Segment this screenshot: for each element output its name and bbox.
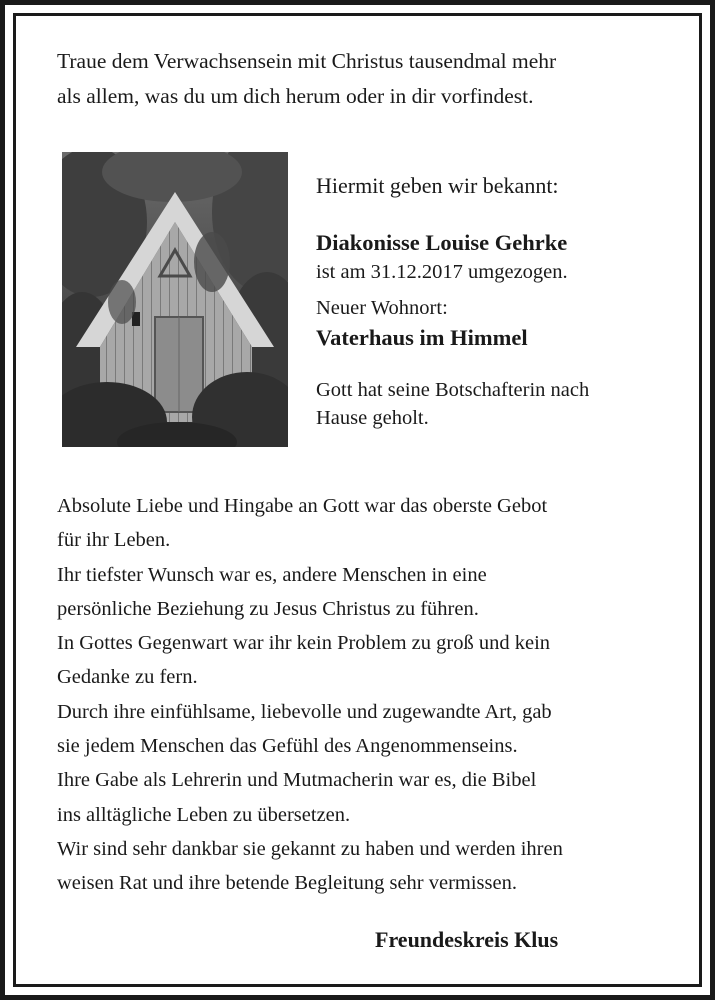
- tribute-line: persönliche Beziehung zu Jesus Christus zu führen.: [57, 597, 479, 620]
- tribute-line: Wir sind sehr dankbar sie gekannt zu haben und werden ihren: [57, 837, 563, 860]
- new-residence-label: Neuer Wohnort:: [316, 297, 448, 319]
- tribute-text: [57, 489, 687, 901]
- tribute-line: für ihr Leben.: [57, 529, 171, 552]
- moved-date-line: ist am 31.12.2017 umgezogen.: [316, 261, 568, 283]
- tribute-line: weisen Rat und ihre betende Begleitung sehr vermissen.: [57, 872, 517, 895]
- closing-line: Gott hat seine Botschafterin nach: [316, 379, 590, 401]
- announcement-intro: Hiermit geben wir bekannt:: [316, 173, 559, 198]
- tribute-line: Durch ihre einfühlsame, liebevolle und zugewandte Art, gab: [57, 700, 552, 723]
- tribute-line: ins alltägliche Leben zu übersetzen.: [57, 803, 351, 826]
- motto-line: als allem, was du um dich herum oder in dir vorfindest.: [57, 84, 534, 108]
- announcement-block: [316, 168, 686, 432]
- new-residence: Vaterhaus im Himmel: [316, 325, 528, 350]
- chapel-photo: [62, 152, 288, 447]
- tribute-line: Ihr tiefster Wunsch war es, andere Menschen in eine: [57, 563, 487, 586]
- motto-quote: [57, 44, 677, 114]
- tribute-line: In Gottes Gegenwart war ihr kein Problem zu groß und kein: [57, 632, 551, 655]
- tribute-line: sie jedem Menschen das Gefühl des Angenommenseins.: [57, 735, 518, 758]
- closing-line: Hause geholt.: [316, 407, 429, 429]
- deceased-name: Diakonisse Louise Gehrke: [316, 230, 568, 255]
- tribute-line: Absolute Liebe und Hingabe an Gott war das oberste Gebot: [57, 495, 548, 517]
- tribute-line: Gedanke zu fern.: [57, 666, 198, 689]
- signature: Freundeskreis Klus: [375, 927, 559, 952]
- chapel-photo-icon: [62, 152, 288, 447]
- motto-line: Traue dem Verwachsensein mit Christus tausendmal mehr: [57, 49, 557, 73]
- tribute-line: Ihre Gabe als Lehrerin und Mutmacherin war es, die Bibel: [57, 769, 537, 792]
